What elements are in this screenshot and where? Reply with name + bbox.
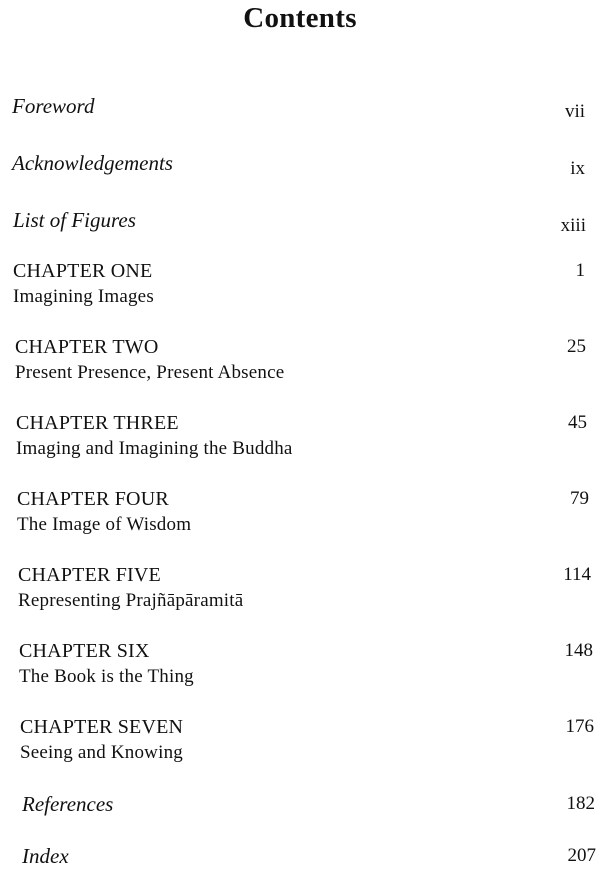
toc-page-number: 182	[566, 793, 595, 814]
toc-entry-index	[22, 844, 69, 874]
toc-entry-list-of-figures	[13, 208, 136, 238]
toc-page-number: 25	[567, 336, 586, 357]
toc-page-number: vii	[564, 101, 585, 122]
toc-page-number: 148	[564, 640, 593, 661]
toc-chapter-title: Representing Prajñāpāramitā	[18, 590, 244, 611]
toc-entry-label: Acknowledgements	[12, 151, 173, 175]
toc-page-number: 114	[563, 564, 591, 585]
toc-chapter-number: CHAPTER TWO	[15, 336, 159, 358]
page-title: Contents	[243, 2, 357, 34]
toc-chapter-number: CHAPTER ONE	[13, 260, 153, 282]
toc-chapter-title: Imaging and Imagining the Buddha	[16, 438, 293, 459]
toc-entry-label: List of Figures	[13, 208, 136, 232]
toc-page-number: 1	[575, 260, 585, 281]
toc-chapter-number: CHAPTER FOUR	[17, 488, 169, 510]
toc-entry-label: Index	[22, 844, 69, 868]
toc-chapter-number: CHAPTER SIX	[19, 640, 150, 662]
toc-chapter-title: Imagining Images	[13, 286, 154, 307]
toc-chapter-number: CHAPTER SEVEN	[20, 716, 184, 738]
toc-chapter-title: Seeing and Knowing	[20, 742, 183, 763]
toc-entry-label: Foreword	[12, 94, 95, 118]
toc-page-number: 176	[565, 716, 594, 737]
toc-page-number: 45	[568, 412, 587, 433]
toc-page-number: 207	[567, 845, 596, 866]
toc-chapter-title: The Book is the Thing	[19, 666, 194, 687]
toc-page-number: ix	[570, 158, 585, 179]
toc-chapter-number: CHAPTER FIVE	[18, 564, 161, 586]
toc-entry-references	[22, 792, 113, 822]
toc-chapter-number: CHAPTER THREE	[16, 412, 179, 434]
toc-page-number: 79	[570, 488, 589, 509]
toc-entry-label: References	[22, 792, 114, 816]
toc-entry-foreword	[12, 94, 94, 124]
toc-page-number: xiii	[560, 215, 586, 236]
toc-entry-acknowledgements	[12, 151, 173, 181]
toc-chapter-title: Present Presence, Present Absence	[15, 362, 285, 383]
toc-chapter-title: The Image of Wisdom	[17, 514, 192, 535]
